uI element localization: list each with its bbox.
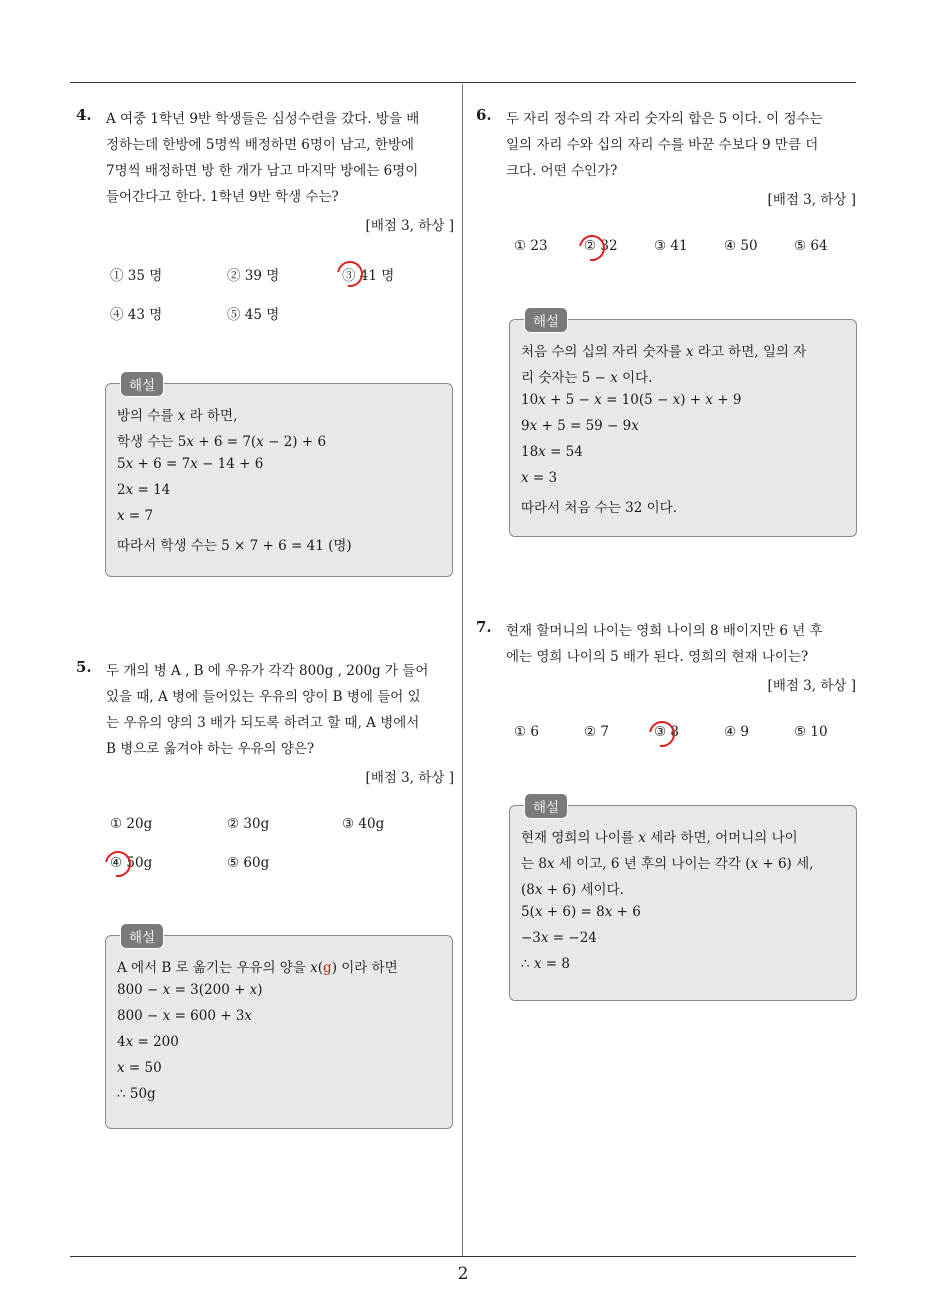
- solution-box: [509, 800, 857, 1001]
- question-line: A 여중 1학년 9반 학생들은 심성수련을 갔다. 방을 배: [106, 111, 420, 127]
- problem-7: [476, 618, 856, 1002]
- solution-box: [105, 378, 453, 577]
- solution-line: 𝑥 = 3: [521, 470, 558, 486]
- solution-text: ) 이라 하면: [331, 960, 398, 976]
- solution-line: 처음 수의 십의 자리 숫자를 𝑥 라고 하면, 일의 자: [521, 344, 807, 360]
- page-number: 2: [457, 1264, 469, 1284]
- choice-4[interactable]: ④ 50: [724, 238, 758, 254]
- solution-line: [117, 956, 398, 976]
- problem-4: [76, 106, 454, 586]
- choice-2[interactable]: ② 32: [584, 238, 618, 254]
- answer-circle-mark: [644, 716, 680, 752]
- problem-number: 6.: [476, 106, 492, 124]
- question-line: 현재 할머니의 나이는 영희 나이의 8 배이지만 6 년 후: [506, 623, 823, 639]
- solution-line: 따라서 처음 수는 32 이다.: [521, 500, 678, 516]
- column-divider: [462, 84, 463, 1256]
- choice-4[interactable]: ④ 9: [724, 724, 749, 740]
- choice-5[interactable]: ⑤ 45 명: [227, 307, 280, 323]
- unit-highlight: g: [323, 960, 332, 976]
- solution-tag: 해설: [120, 371, 164, 397]
- points-label: [배점 3, 하상 ]: [767, 678, 856, 694]
- answer-circle-mark: [574, 230, 610, 266]
- question-text: [506, 106, 823, 184]
- solution-box: [509, 314, 857, 537]
- solution-tag: 해설: [524, 307, 568, 333]
- solution-line: 5𝑥 + 6 = 7𝑥 − 14 + 6: [117, 456, 264, 472]
- solution-line: 9𝑥 + 5 = 59 − 9𝑥: [521, 418, 639, 434]
- solution-line: ∴ 50g: [117, 1086, 156, 1102]
- choice-3[interactable]: ③ 40g: [342, 816, 385, 832]
- solution-line: 방의 수를 𝑥 라 하면,: [117, 408, 238, 424]
- solution-line: 10𝑥 + 5 − 𝑥 = 10(5 − 𝑥) + 𝑥 + 9: [521, 392, 742, 408]
- choice-5[interactable]: ⑤ 64: [794, 238, 828, 254]
- answer-circle-mark: [100, 846, 136, 882]
- solution-line: 는 8𝑥 세 이고, 6 년 후의 나이는 각각 (𝑥 + 6) 세,: [521, 856, 814, 872]
- solution-line: 따라서 학생 수는 5 × 7 + 6 = 41 (명): [117, 538, 352, 554]
- question-line: 일의 자리 수와 십의 자리 수를 바꾼 수보다 9 만큼 더: [506, 137, 819, 153]
- solution-line: 5(𝑥 + 6) = 8𝑥 + 6: [521, 904, 641, 920]
- bottom-rule: [70, 1256, 856, 1257]
- question-text: [106, 658, 428, 762]
- solution-line: 4𝑥 = 200: [117, 1034, 179, 1050]
- solution-line: 2𝑥 = 14: [117, 482, 171, 498]
- choice-3[interactable]: ③ 41: [654, 238, 688, 254]
- solution-tag: 해설: [524, 793, 568, 819]
- solution-line: −3𝑥 = −24: [521, 930, 597, 946]
- points-label: [배점 3, 하상 ]: [365, 770, 454, 786]
- problem-6: [476, 106, 856, 536]
- choice-4[interactable]: ④ 50g: [110, 855, 153, 871]
- solution-line: 𝑥 = 50: [117, 1060, 162, 1076]
- question-line: 두 개의 병 A , B 에 우유가 각각 800g , 200g 가 들어: [106, 663, 429, 679]
- question-text: [506, 618, 823, 670]
- solution-line: 18𝑥 = 54: [521, 444, 583, 460]
- choice-2[interactable]: ② 7: [584, 724, 609, 740]
- problem-number: 5.: [76, 658, 92, 676]
- question-text: [106, 106, 419, 210]
- choice-2[interactable]: ② 30g: [227, 816, 270, 832]
- question-line: 7명씩 배정하면 방 한 개가 남고 마지막 방에는 6명이: [106, 163, 419, 179]
- solution-line: 학생 수는 5𝑥 + 6 = 7(𝑥 − 2) + 6: [117, 434, 327, 450]
- points-label: [배점 3, 하상 ]: [365, 218, 454, 234]
- choice-3[interactable]: ③ 41 명: [342, 268, 395, 284]
- question-line: 들어간다고 한다. 1학년 9반 학생 수는?: [106, 189, 339, 205]
- solution-line: 현재 영희의 나이를 𝑥 세라 하면, 어머니의 나이: [521, 830, 798, 846]
- top-rule: [70, 82, 856, 83]
- choice-1[interactable]: ① 35 명: [110, 268, 163, 284]
- solution-line: 리 숫자는 5 − 𝑥 이다.: [521, 370, 653, 386]
- choice-1[interactable]: ① 20g: [110, 816, 153, 832]
- choice-5[interactable]: ⑤ 60g: [227, 855, 270, 871]
- solution-line: 800 − 𝑥 = 3(200 + 𝑥): [117, 982, 263, 998]
- solution-box: [105, 930, 453, 1129]
- solution-line: 800 − 𝑥 = 600 + 3𝑥: [117, 1008, 253, 1024]
- question-line: 에는 영희 나이의 5 배가 된다. 영희의 현재 나이는?: [506, 649, 809, 665]
- question-line: 크다. 어떤 수인가?: [506, 163, 618, 179]
- solution-text: A 에서 B 로 옮기는 우유의 양을 𝑥(: [117, 960, 324, 976]
- choice-4[interactable]: ④ 43 명: [110, 307, 163, 323]
- solution-tag: 해설: [120, 923, 164, 949]
- problem-number: 7.: [476, 618, 492, 636]
- problem-number: 4.: [76, 106, 92, 124]
- choice-3[interactable]: ③ 8: [654, 724, 679, 740]
- points-label: [배점 3, 하상 ]: [767, 192, 856, 208]
- choice-5[interactable]: ⑤ 10: [794, 724, 828, 740]
- choice-2[interactable]: ② 39 명: [227, 268, 280, 284]
- solution-line: ∴ 𝑥 = 8: [521, 956, 570, 972]
- question-line: 는 우유의 양의 3 배가 되도록 하려고 할 때, A 병에서: [106, 715, 420, 731]
- question-line: 정하는데 한방에 5명씩 배정하면 6명이 남고, 한방에: [106, 137, 415, 153]
- choice-1[interactable]: ① 23: [514, 238, 548, 254]
- solution-line: (8𝑥 + 6) 세이다.: [521, 882, 624, 898]
- question-line: 있을 때, A 병에 들어있는 우유의 양이 B 병에 들어 있: [106, 689, 421, 705]
- answer-circle-mark: [332, 256, 368, 292]
- problem-5: [76, 658, 454, 1128]
- question-line: B 병으로 옮겨야 하는 우유의 양은?: [106, 741, 315, 757]
- question-line: 두 자리 정수의 각 자리 숫자의 합은 5 이다. 이 정수는: [506, 111, 823, 127]
- choice-1[interactable]: ① 6: [514, 724, 539, 740]
- solution-line: 𝑥 = 7: [117, 508, 154, 524]
